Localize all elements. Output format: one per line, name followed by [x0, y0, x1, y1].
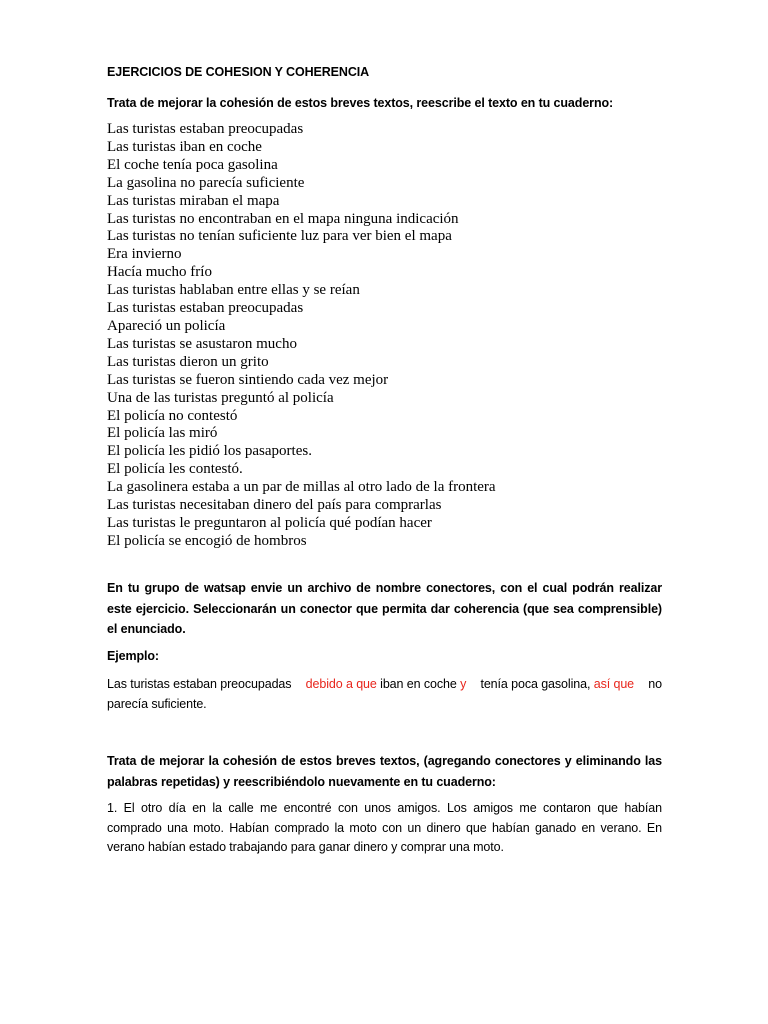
- document-title: EJERCICIOS DE COHESION Y COHERENCIA: [107, 65, 370, 79]
- example-part-4: no: [648, 677, 662, 691]
- sentence-line: Las turistas iban en coche: [107, 138, 262, 155]
- example-part-5: parecía suficiente.: [107, 696, 207, 711]
- sentence-line: Las turistas se fueron sintiendo cada vez mejor: [107, 371, 389, 388]
- sentence-line: Apareció un policía: [107, 317, 226, 334]
- sentence-line: La gasolinera estaba a un par de millas al otro lado de la frontera: [107, 479, 496, 496]
- sentence-line: El policía les pidió los pasaportes.: [107, 443, 312, 460]
- sentence-line: El policía les contestó.: [107, 461, 243, 478]
- example-part-1: Las turistas estaban preocupadas: [107, 677, 292, 691]
- instruction-1: Trata de mejorar la cohesión de estos breves textos, reescribe el texto en tu cuaderno:: [107, 96, 614, 110]
- sentence-line: Las turistas estaban preocupadas: [107, 300, 304, 317]
- sentence-list: [107, 121, 496, 551]
- sentence-line: Las turistas no encontraban en el mapa ninguna indicación: [107, 210, 459, 227]
- sentence-line: Las turistas hablaban entre ellas y se reían: [107, 282, 360, 299]
- sentence-line: El policía no contestó: [107, 407, 238, 424]
- sentence-line: El policía se encogió de hombros: [107, 532, 307, 549]
- sentence-line: Las turistas miraban el mapa: [107, 192, 280, 209]
- sentence-line: La gasolina no parecía suficiente: [107, 174, 305, 191]
- example-connector-2: y: [460, 677, 467, 691]
- sentence-line: Era invierno: [107, 246, 182, 263]
- instruction-3: Trata de mejorar la cohesión de estos breves textos, (agregando conectores y eliminando las palabras repetidas) y reescribiéndolo nuevamente en tu cuaderno:: [107, 754, 662, 789]
- instruction-2: En tu grupo de watsap envie un archivo de nombre conectores, con el cual podrán realizar este ejercicio. Seleccionarán un conector que permita dar coherencia (que sea comprensible) el enunciado.: [107, 581, 662, 636]
- example-connector-3: así que: [593, 677, 635, 691]
- example-part-3: tenía poca gasolina,: [480, 677, 591, 691]
- example-connector-1: debido a que: [305, 677, 377, 691]
- example-line-1: [107, 675, 662, 695]
- sentence-line: Las turistas dieron un grito: [107, 353, 269, 370]
- example-part-2: iban en coche: [380, 677, 457, 691]
- sentence-line: Las turistas no tenían suficiente luz para ver bien el mapa: [107, 228, 452, 245]
- example-label: Ejemplo:: [107, 649, 159, 663]
- sentence-line: Las turistas le preguntaron al policía qué podían hacer: [107, 514, 432, 531]
- sentence-line: Las turistas se asustaron mucho: [107, 335, 297, 352]
- sentence-line: El policía las miró: [107, 425, 218, 442]
- sentence-line: Una de las turistas preguntó al policía: [107, 389, 334, 406]
- sentence-line: Las turistas estaban preocupadas: [107, 121, 304, 137]
- exercise-1: 1. El otro día en la calle me encontré con unos amigos. Los amigos me contaron que habían comprado una moto. Habían comprado la moto con un dinero que habían ganado en verano. En verano habían estado trabajando para ganar dinero y comprar una moto.: [107, 801, 662, 854]
- sentence-line: El coche tenía poca gasolina: [107, 156, 278, 173]
- example-paragraph: [107, 675, 662, 714]
- sentence-line: Hacía mucho frío: [107, 264, 212, 281]
- sentence-line: Las turistas necesitaban dinero del país para comprarlas: [107, 497, 442, 514]
